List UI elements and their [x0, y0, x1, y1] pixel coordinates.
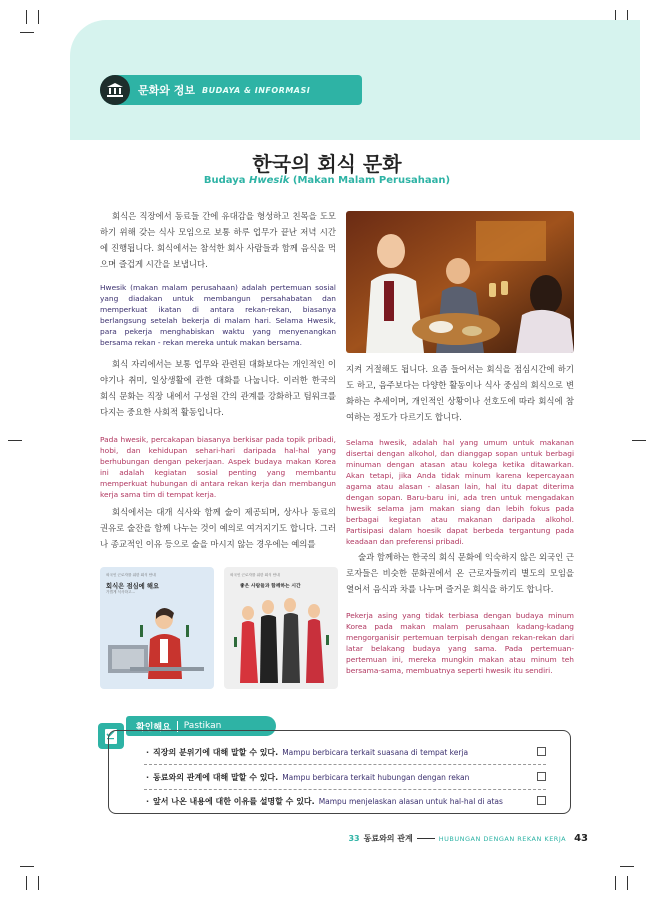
divider	[144, 764, 546, 765]
crop-mark	[38, 876, 39, 890]
illustration-card-lunch	[100, 567, 214, 689]
card-title: 좋은 사람들과 함께하는 시간	[240, 584, 301, 589]
crop-mark	[620, 866, 634, 867]
card-subtitle: 가볍게 식사하고...	[106, 590, 135, 594]
crop-mark	[20, 32, 34, 33]
paragraph-indonesian-3: Selama hwesik, adalah hal yang umum untuk makanan disertai dengan alkohol, dan dianggap sopan untuk berbagi minuman dengan atasan atau kolega ketika ditawarkan. Akan tetapi, jika Anda tidak minum karena kepercayaan agama atau alasan - alasan lain, hal itu dapat diterima dengan sopan. Baru-baru ini, ada tren untuk mengadakan hwesik selama jam makan siang dan lebih fokus pada berbagai kegiatan atau makanan daripada alkohol. Partisipasi dalam hoesik dapat berbeda tergantung pada keadaan dan preferensi pribadi.	[346, 438, 574, 546]
checklist-item-indonesian: Mampu menjelaskan alasan untuk hal-hal di atas	[318, 796, 503, 806]
chapter-title-indonesian: HUBUNGAN DENGAN REKAN KERJA	[438, 835, 567, 843]
paragraph-indonesian-2: Pada hwesik, percakapan biasanya berkisar pada topik pribadi, hobi, dan kehidupan sehari-hari daripada hal-hal yang berhubungan dengan pekerjaan. Aspek budaya makan Korea ini adalah kegiatan sosial penting yang membantu memperkuat hubungan di antara rekan kerja dan membangun kerja sama tim di tempat kerja.	[100, 435, 336, 499]
checklist-item-indonesian: Mampu berbicara terkait hubungan dengan rekan	[282, 772, 470, 782]
checklist-item-indonesian: Mampu berbicara terkait suasana di tempat kerja	[282, 747, 469, 757]
crop-mark	[627, 876, 628, 890]
paragraph-indonesian-1: Hwesik (makan malam perusahaan) adalah pertemuan sosial yang diadakan untuk membangun persahabatan dan memperkuat ikatan di antara rekan-rekan, biasanya berlangsung setelah bekerja di malam hari. Selama Hwesik, para pekerja menghabiskan waktu yang menyenangkan bersama rekan - rekan mereka untuk makan bersama.	[100, 283, 336, 347]
checkbox[interactable]	[537, 796, 546, 805]
bullet: ·	[146, 772, 150, 782]
checklist-item-korean: 동료와의 관계에 대해 말할 수 있다.	[153, 772, 279, 782]
checklist-item	[146, 768, 556, 786]
checklist-item	[146, 792, 556, 810]
checklist-title-korean: 확인해요	[136, 722, 171, 733]
checklist-item-korean: 앞서 나온 내용에 대한 이유를 설명할 수 있다.	[153, 796, 315, 806]
hwesik-photo	[346, 211, 574, 353]
crop-mark	[615, 876, 616, 890]
checklist-item-korean: 직장의 분위기에 대해 말할 수 있다.	[153, 747, 279, 757]
checklist-item	[146, 743, 556, 761]
section-header	[100, 75, 362, 105]
chapter-title-korean: 동료와의 관계	[363, 834, 413, 843]
page-title: 한국의 회식 문화	[252, 152, 402, 176]
crop-mark	[8, 440, 22, 441]
section-title-korean: 문화와 정보	[138, 84, 195, 97]
illustration-card-good-people	[224, 567, 338, 689]
divider	[144, 789, 546, 790]
bullet: ·	[146, 796, 150, 806]
checkbox[interactable]	[537, 747, 546, 756]
paragraph-korean-1: 회식은 직장에서 동료들 간에 유대감을 형성하고 친목을 도모하기 위해 갖는 식사 모임으로 보통 하루 업무가 끝난 저녁 시간에 진행됩니다. 회식에서는 참석한 회사 사람들과 함께 음식을 먹으며 즐겁게 시간을 보냅니다.	[100, 211, 336, 269]
crop-mark	[20, 866, 34, 867]
paragraph-korean-3-continued: 지켜 거절해도 됩니다. 요즘 들어서는 회식을 점심시간에 하기도 하고, 음주보다는 다양한 활동이나 식사 중심의 회식으로 변화하는 추세이며, 개인적인 상황이나 선호도에 따라 회식에 참여하는 정도가 다르기도 합니다.	[346, 364, 574, 422]
section-title-indonesian: BUDAYA & INFORMASI	[201, 85, 311, 95]
card-caption: 외국인 근로자를 위한 회식 안내	[106, 573, 156, 577]
paragraph-indonesian-4: Pekerja asing yang tidak terbiasa dengan budaya minum Korea pada makan malam perusahaan kadang-kadang mengorganisir pertemuan terpisah dengan rekan-rekan dari latar belakang budaya yang sama. Pada pertemuan-pertemuan ini, mereka mungkin makan atau minum teh bersama-sama, membuatnya seperti hwesik itu sendiri.	[346, 611, 574, 675]
museum-icon	[100, 75, 130, 105]
paragraph-korean-3: 회식에서는 대개 식사와 함께 술이 제공되며, 상사나 동료의 권유로 술잔을 함께 나누는 것이 예의로 여겨지기도 합니다. 그러나 종교적인 이유 등으로 술을 마시지 않는 경우에는 예의를	[100, 507, 336, 549]
paragraph-korean-4: 술과 함께하는 한국의 회식 문화에 익숙하지 않은 외국인 근로자들은 비슷한 문화권에서 온 근로자들끼리 별도의 모임을 열어서 음식과 차를 나누며 즐거운 회식을 하기도 합니다.	[346, 552, 574, 594]
page-footer	[348, 833, 588, 844]
crop-mark	[632, 440, 646, 441]
card-caption: 외국인 근로자를 위한 회식 안내	[230, 573, 280, 577]
bullet: ·	[146, 747, 150, 757]
chapter-number: 33	[348, 834, 360, 843]
crop-mark	[26, 876, 27, 890]
page-subtitle: Budaya Hwesik (Makan Malam Perusahaan)	[203, 175, 451, 186]
paragraph-korean-2: 회식 자리에서는 보통 업무와 관련된 대화보다는 개인적인 이야기나 취미, 일상생활에 관한 대화를 나눕니다. 이러한 한국의 회식 문화는 직장 내에서 구성원 간의 관계를 강화하고 팀워크를 다지는 중요한 사회적 활동입니다.	[100, 359, 336, 417]
page-number: 43	[574, 833, 588, 844]
checklist-title-indonesian: Pastikan	[183, 721, 222, 731]
footer-rule	[417, 838, 435, 839]
checkbox[interactable]	[537, 772, 546, 781]
card-title: 회식은 점심에 해요	[106, 583, 160, 590]
crop-mark	[38, 10, 39, 24]
crop-mark	[26, 10, 27, 24]
illustration-cards	[100, 567, 340, 689]
